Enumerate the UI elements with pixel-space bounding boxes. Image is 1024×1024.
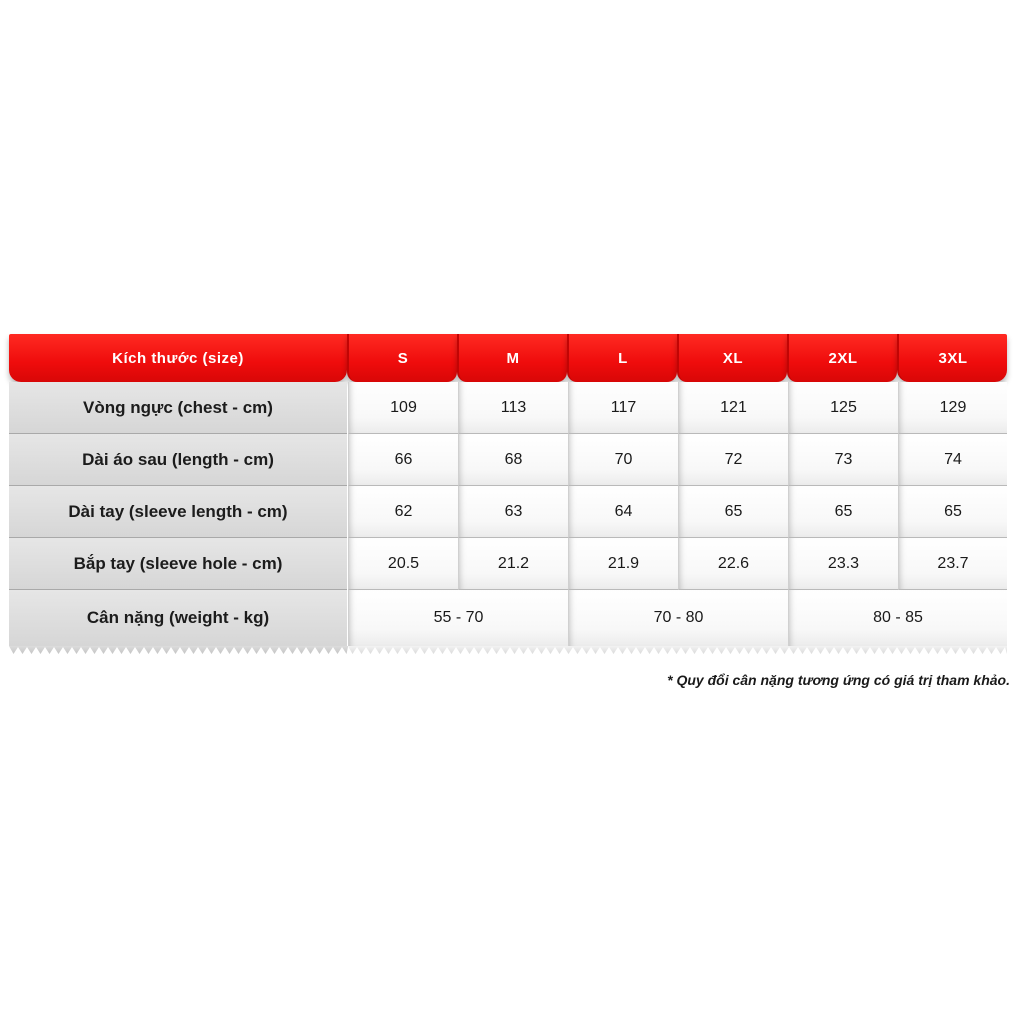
- table-row: [9, 486, 1007, 538]
- header-row: [9, 334, 1007, 382]
- zigzag-gray: [9, 646, 348, 654]
- row-label-weight: Cân nặng (weight - kg): [9, 590, 347, 646]
- table-cell: 63: [458, 486, 568, 538]
- table-row: [9, 538, 1007, 590]
- table-cell: 121: [678, 382, 788, 434]
- table-cell: 72: [678, 434, 788, 486]
- table-cell: 65: [788, 486, 898, 538]
- table-row-weight: [9, 590, 1007, 646]
- size-chart: [9, 334, 1007, 660]
- weight-range-cell: 55 - 70: [348, 590, 568, 646]
- header-size-label: Kích thước (size): [9, 334, 347, 382]
- footnote: * Quy đổi cân nặng tương ứng có giá trị tham khảo.: [667, 672, 1010, 688]
- header-size-2xl: 2XL: [787, 334, 897, 382]
- row-label-chest: Vòng ngực (chest - cm): [9, 382, 347, 434]
- header-size-3xl: 3XL: [897, 334, 1007, 382]
- table-cell: 20.5: [348, 538, 458, 590]
- zigzag-edge: [9, 646, 1007, 660]
- row-label-sleeve-hole: Bắp tay (sleeve hole - cm): [9, 538, 347, 590]
- table-cell: 21.9: [568, 538, 678, 590]
- row-label-sleeve-length: Dài tay (sleeve length - cm): [9, 486, 347, 538]
- table-cell: 129: [898, 382, 1007, 434]
- table-cell: 73: [788, 434, 898, 486]
- weight-range-cell: 80 - 85: [788, 590, 1007, 646]
- zigzag-white: [348, 646, 1007, 654]
- table-cell: 66: [348, 434, 458, 486]
- table-cell: 22.6: [678, 538, 788, 590]
- row-label-length: Dài áo sau (length - cm): [9, 434, 347, 486]
- header-size-s: S: [347, 334, 457, 382]
- table-cell: 65: [678, 486, 788, 538]
- table-cell: 74: [898, 434, 1007, 486]
- weight-range-cell: 70 - 80: [568, 590, 788, 646]
- table-cell: 23.7: [898, 538, 1007, 590]
- header-size-m: M: [457, 334, 567, 382]
- header-size-xl: XL: [677, 334, 787, 382]
- table-cell: 21.2: [458, 538, 568, 590]
- table-cell: 113: [458, 382, 568, 434]
- header-size-l: L: [567, 334, 677, 382]
- table-cell: 23.3: [788, 538, 898, 590]
- table-cell: 64: [568, 486, 678, 538]
- table-row: [9, 382, 1007, 434]
- table-cell: 125: [788, 382, 898, 434]
- table-cell: 65: [898, 486, 1007, 538]
- table-row: [9, 434, 1007, 486]
- table-cell: 68: [458, 434, 568, 486]
- table-cell: 109: [348, 382, 458, 434]
- table-cell: 117: [568, 382, 678, 434]
- table-cell: 62: [348, 486, 458, 538]
- table-cell: 70: [568, 434, 678, 486]
